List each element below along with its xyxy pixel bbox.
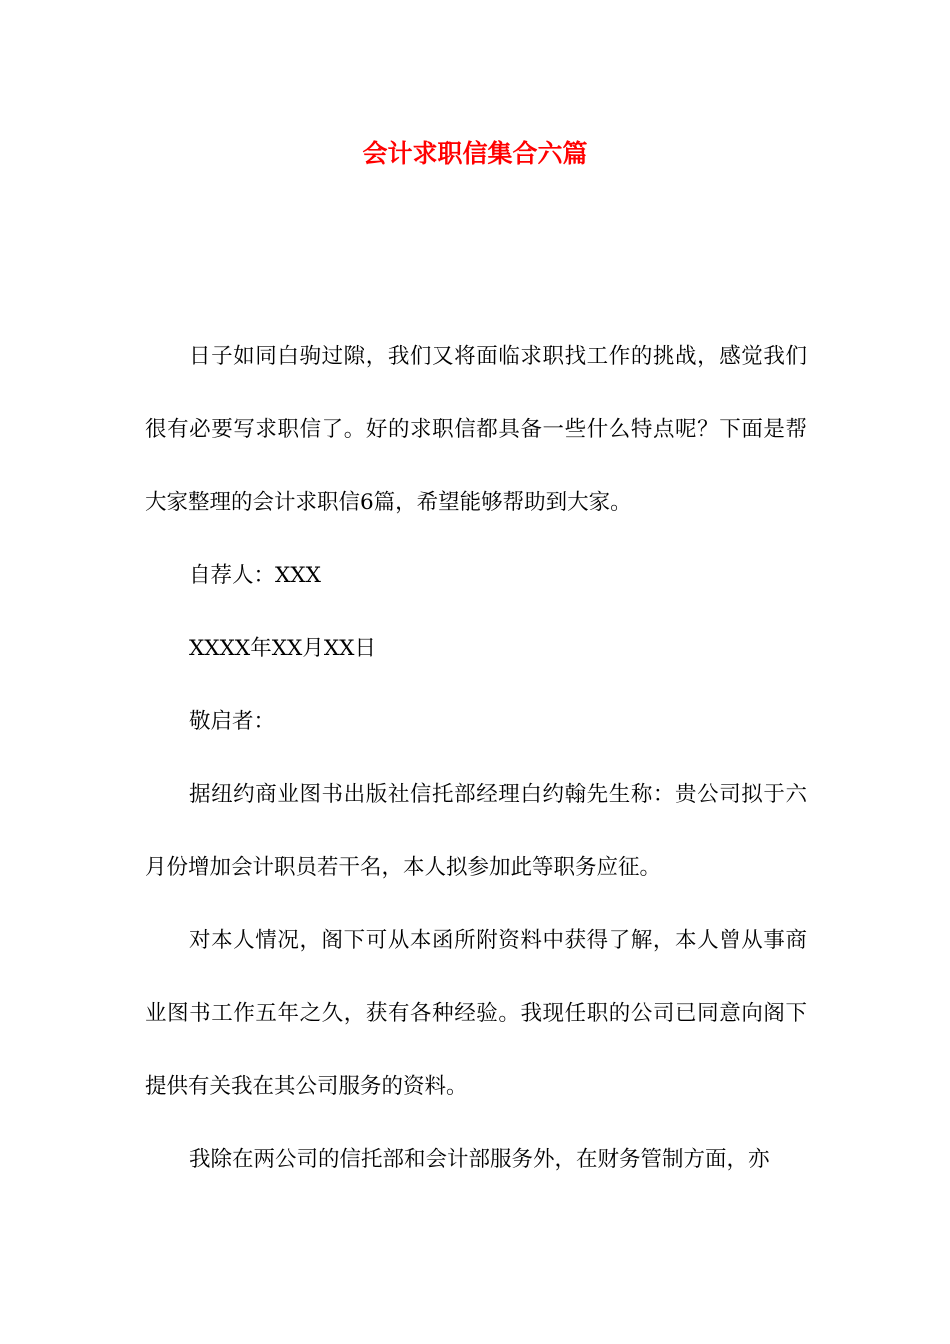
document-body xyxy=(145,320,807,1196)
paragraph-intro: 日子如同白驹过隙，我们又将面临求职找工作的挑战，感觉我们很有必要写求职信了。好的求职信都具备一些什么特点呢？下面是帮大家整理的会计求职信6篇，希望能够帮助到大家。 xyxy=(145,344,807,515)
paragraph-service: 我除在两公司的信托部和会计部服务外，在财务管制方面，亦 xyxy=(189,1147,770,1172)
paragraph-salutation: 敬启者： xyxy=(189,709,276,734)
paragraph-experience: 对本人情况，阁下可从本函所附资料中获得了解，本人曾从事商业图书工作五年之久，获有各种经验。我现任职的公司已同意向阁下提供有关我在其公司服务的资料。 xyxy=(145,928,807,1099)
paragraph-application: 据纽约商业图书出版社信托部经理白约翰先生称：贵公司拟于六月份增加会计职员若干名，本人拟参加此等职务应征。 xyxy=(145,782,807,880)
paragraph-self-recommender: 自荐人：XXX xyxy=(189,563,321,588)
paragraph-date: XXXX年XX月XX日 xyxy=(189,636,376,661)
document-title: 会计求职信集合六篇 xyxy=(362,139,588,168)
